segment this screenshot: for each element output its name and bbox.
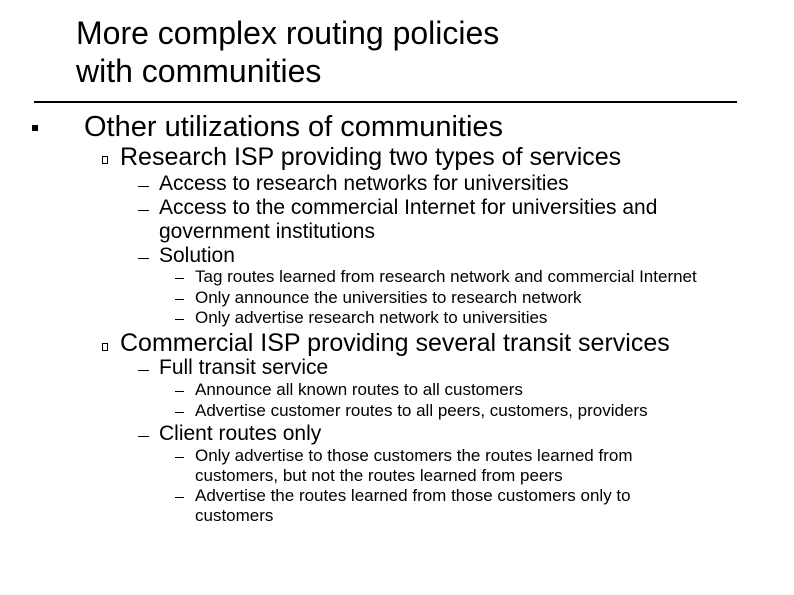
bullet-access-research: Access to research networks for universities <box>159 172 569 195</box>
bullet-announce-all: Announce all known routes to all customers <box>195 380 523 399</box>
dash-bullet-icon <box>175 391 184 392</box>
dash-bullet-icon <box>175 278 184 279</box>
dash-bullet-icon <box>138 186 149 187</box>
bullet-other-utilizations: Other utilizations of communities <box>84 111 504 143</box>
bullet-tag-routes: Tag routes learned from research network and commercial Internet <box>195 267 697 286</box>
square-bullet-icon <box>32 125 38 131</box>
title-line-2: with communities <box>76 53 322 89</box>
bullet-advertise-customer: Advertise customer routes to all peers, customers, providers <box>195 401 648 420</box>
dash-bullet-icon <box>175 497 184 498</box>
title-line-1: More complex routing policies <box>76 15 500 51</box>
bullet-access-commercial-line-1: Access to the commercial Internet for universities and <box>159 196 658 219</box>
dash-bullet-icon <box>138 210 149 211</box>
slide-title <box>76 14 499 90</box>
hollow-bullet-icon <box>102 343 108 351</box>
bullet-advertise-from-customers-line-1: Advertise the routes learned from those customers only to <box>195 486 631 505</box>
bullet-client-routes: Client routes only <box>159 422 322 445</box>
bullet-research-isp: Research ISP providing two types of services <box>120 143 622 171</box>
bullet-only-advertise-customers-line-1: Only advertise to those customers the routes learned from <box>195 446 633 465</box>
dash-bullet-icon <box>175 412 184 413</box>
dash-bullet-icon <box>175 457 184 458</box>
dash-bullet-icon <box>138 370 149 371</box>
bullet-only-announce: Only announce the universities to research network <box>195 288 582 307</box>
bullet-commercial-isp: Commercial ISP providing several transit services <box>120 329 670 357</box>
bullet-solution: Solution <box>159 244 235 267</box>
bullet-only-advertise-customers-line-2: customers, but not the routes learned from peers <box>195 466 563 485</box>
dash-bullet-icon <box>175 299 184 300</box>
bullet-access-commercial-line-2: government institutions <box>159 220 375 243</box>
hollow-bullet-icon <box>102 156 108 164</box>
dash-bullet-icon <box>175 319 184 320</box>
bullet-advertise-from-customers-line-2: customers <box>195 506 274 525</box>
bullet-only-advertise: Only advertise research network to universities <box>195 308 548 327</box>
title-divider <box>34 101 737 103</box>
dash-bullet-icon <box>138 436 149 437</box>
dash-bullet-icon <box>138 258 149 259</box>
bullet-full-transit: Full transit service <box>159 356 329 379</box>
